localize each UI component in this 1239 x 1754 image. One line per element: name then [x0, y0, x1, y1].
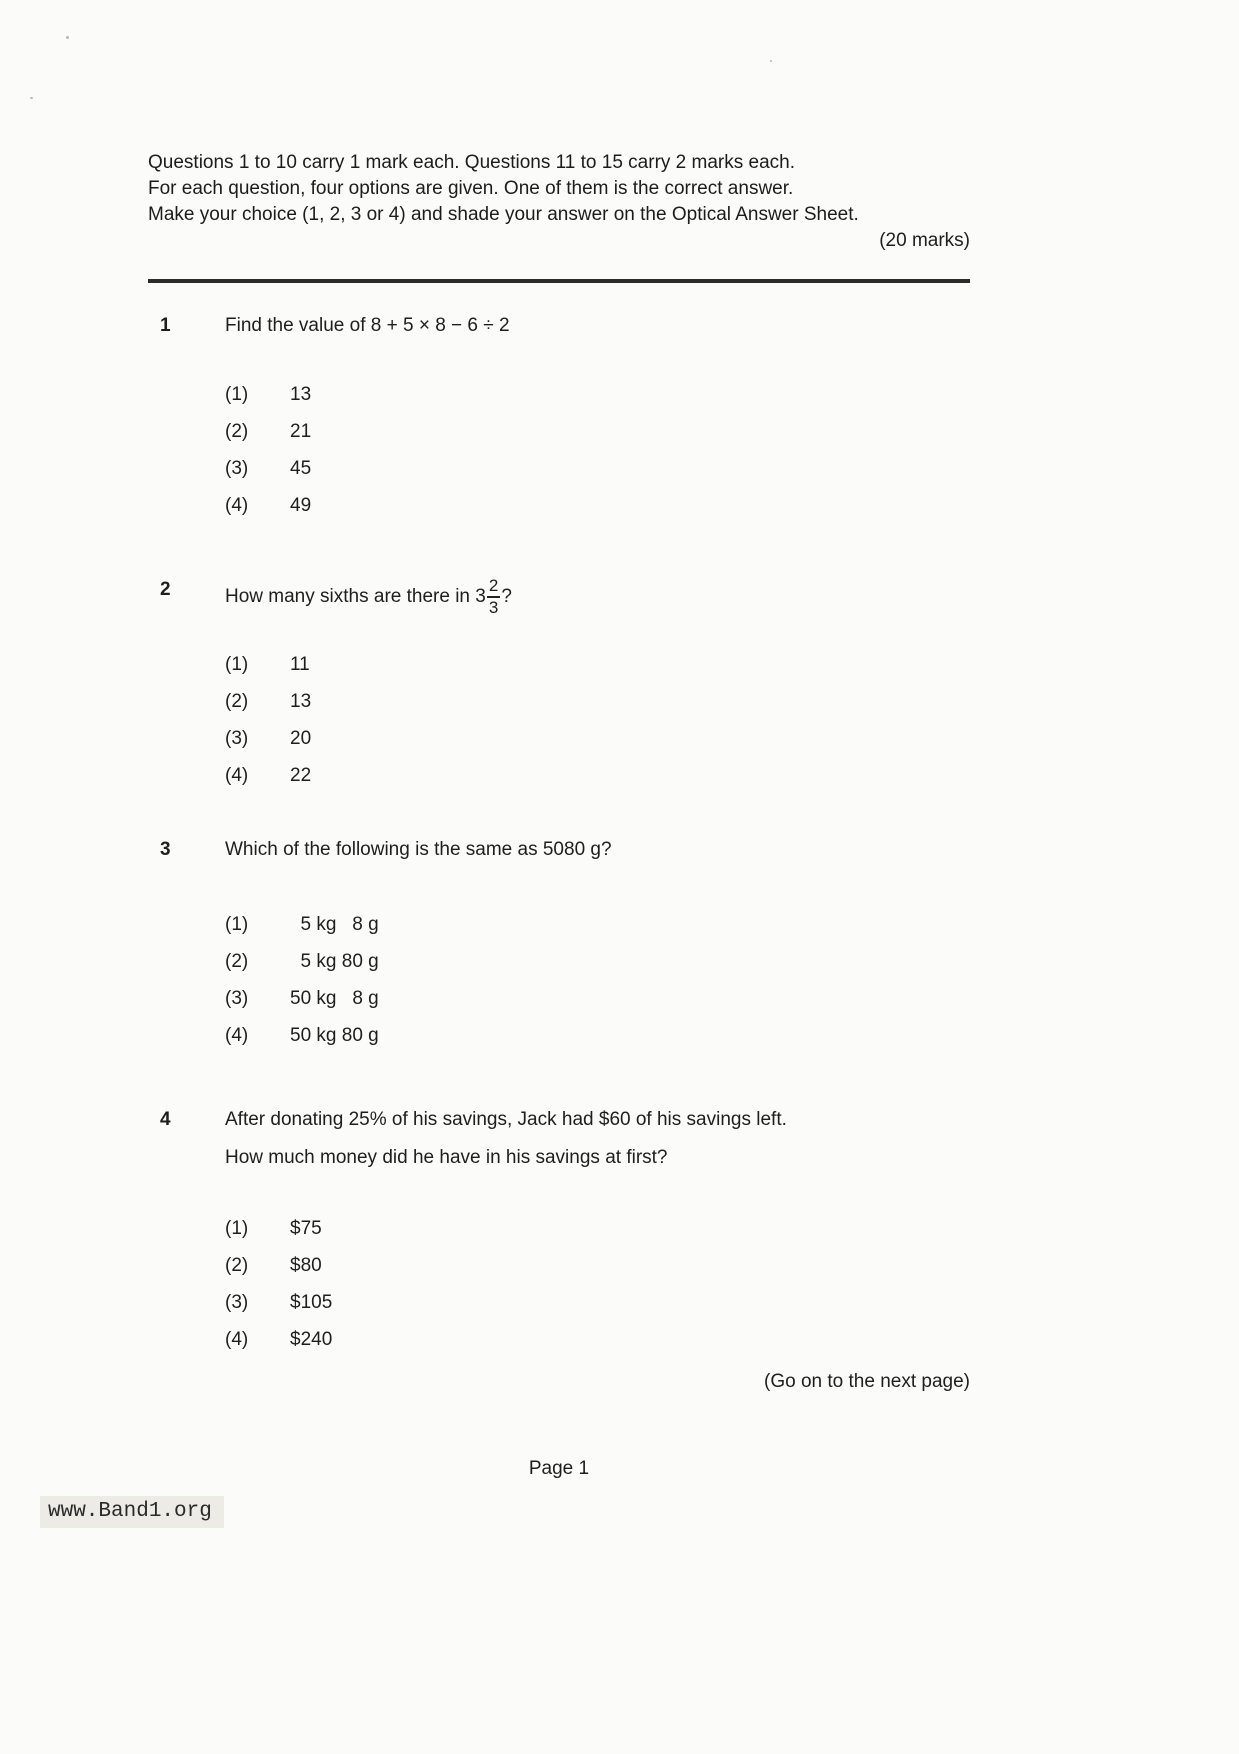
option-row — [225, 1328, 970, 1365]
option-value: 5 kg 8 g — [290, 913, 379, 935]
question-text-before: How many sixths are there in — [225, 585, 476, 607]
option-value: 50 kg 8 g — [290, 987, 379, 1009]
option-value: 5 kg 80 g — [290, 950, 379, 972]
option-value: 21 — [290, 421, 312, 442]
option-row — [225, 457, 970, 494]
fraction — [487, 577, 500, 617]
question-4 — [148, 1107, 970, 1365]
question-text-line: After donating 25% of his savings, Jack had $60 of his savings left. — [225, 1108, 787, 1130]
option-row — [225, 913, 970, 950]
mixed-number — [475, 577, 501, 617]
option-row — [225, 420, 970, 457]
option-row — [225, 494, 970, 531]
instructions-line: Questions 1 to 10 carry 1 mark each. Questions 11 to 15 carry 2 marks each. — [148, 152, 796, 173]
option-label: (3) — [225, 987, 249, 1009]
option-value: 11 — [290, 653, 310, 675]
fraction-numerator: 2 — [487, 577, 500, 598]
continue-note: (Go on to the next page) — [764, 1370, 970, 1392]
option-value: $75 — [290, 1217, 322, 1239]
question-3 — [148, 837, 970, 1061]
option-value: 20 — [290, 727, 312, 749]
option-label: (1) — [225, 1217, 249, 1239]
option-label: (3) — [225, 1291, 249, 1313]
instructions-block — [148, 150, 970, 228]
option-value: 13 — [290, 690, 312, 712]
option-label: (4) — [225, 495, 249, 516]
option-row — [225, 1291, 970, 1328]
scan-speck — [66, 36, 69, 39]
option-label: (2) — [225, 690, 249, 712]
option-label: (3) — [225, 458, 249, 479]
question-number: 1 — [160, 315, 171, 336]
fraction-denominator: 3 — [488, 597, 499, 617]
option-value: 50 kg 80 g — [290, 1024, 379, 1046]
question-text: Which of the following is the same as 5080 g? — [225, 838, 612, 860]
option-row — [225, 764, 970, 801]
whole-number: 3 — [475, 585, 486, 607]
option-value: $240 — [290, 1328, 333, 1350]
option-label: (2) — [225, 950, 249, 972]
option-label: (3) — [225, 727, 249, 749]
option-label: (1) — [225, 653, 249, 675]
question-text-after: ? — [501, 585, 512, 607]
options-list — [225, 913, 970, 1061]
instructions-line: Make your choice (1, 2, 3 or 4) and shade your answer on the Optical Answer Sheet. — [148, 204, 859, 225]
option-value: 45 — [290, 458, 312, 479]
option-row — [225, 653, 970, 690]
watermark: www.Band1.org — [40, 1496, 224, 1528]
option-value: 13 — [290, 384, 312, 405]
option-row — [225, 950, 970, 987]
section-divider — [148, 279, 970, 283]
option-row — [225, 1254, 970, 1291]
option-value: 49 — [290, 495, 312, 516]
option-label: (1) — [225, 913, 249, 935]
option-row — [225, 987, 970, 1024]
question-text-line: How much money did he have in his savings at first? — [225, 1146, 668, 1168]
option-label: (1) — [225, 384, 249, 405]
scan-speck — [770, 60, 772, 62]
options-list — [225, 1217, 970, 1365]
scan-speck — [30, 97, 33, 99]
option-value: $105 — [290, 1291, 333, 1313]
option-label: (4) — [225, 1024, 249, 1046]
marks-total: (20 marks) — [879, 230, 970, 251]
option-row — [225, 690, 970, 727]
question-number: 2 — [160, 579, 171, 600]
option-value: $80 — [290, 1254, 322, 1276]
option-row — [225, 727, 970, 764]
question-2 — [148, 577, 970, 801]
option-label: (4) — [225, 764, 249, 786]
options-list — [225, 383, 970, 531]
question-1 — [148, 313, 970, 531]
instructions-line: For each question, four options are given. One of them is the correct answer. — [148, 178, 794, 199]
option-label: (2) — [225, 1254, 249, 1276]
question-text — [225, 577, 970, 617]
option-value: 22 — [290, 764, 312, 786]
page-content — [148, 150, 970, 1393]
options-list — [225, 653, 970, 801]
question-text — [225, 1101, 970, 1177]
question-text: Find the value of 8 + 5 × 8 − 6 ÷ 2 — [225, 315, 510, 336]
option-label: (4) — [225, 1328, 249, 1350]
question-number: 3 — [160, 838, 171, 860]
question-number: 4 — [160, 1108, 171, 1130]
option-row — [225, 1217, 970, 1254]
page-number: Page 1 — [528, 1458, 590, 1479]
option-row — [225, 383, 970, 420]
option-label: (2) — [225, 421, 249, 442]
option-row — [225, 1024, 970, 1061]
